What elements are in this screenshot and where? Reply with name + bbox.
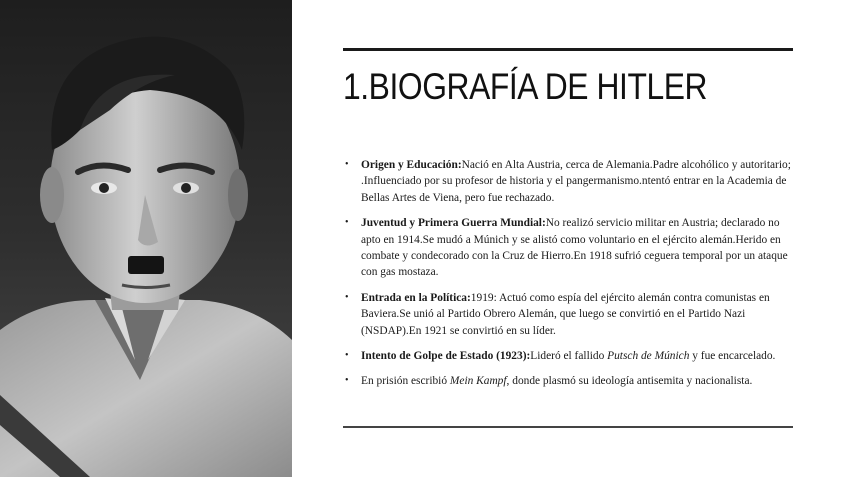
bullet-dot-icon: • (345, 350, 349, 362)
bullet-item (343, 215, 798, 281)
bullet-heading: Intento de Golpe de Estado (1923): (361, 350, 531, 363)
bullet-heading: Entrada en la Política: (361, 291, 471, 304)
bullet-dot-icon: • (345, 291, 349, 303)
portrait-photo (0, 0, 292, 477)
bullet-dot-icon: • (345, 217, 349, 229)
bullet-text-before: Lideró el fallido (530, 350, 608, 363)
bullet-italic: Mein Kampf (449, 375, 507, 388)
bullet-item (343, 373, 798, 389)
bottom-divider (343, 426, 793, 428)
bullet-list (343, 157, 798, 399)
bullet-text-after: y fue encarcelado. (689, 350, 776, 363)
bullet-text-before: En prisión escribió (361, 375, 450, 388)
bullet-text: No realizó servicio militar en Austria; declarado no apto en 1914.Se mudó a Múnich y se alistó como voluntario en el ejército alemán.Herido en combate y condecorado con la Cruz de Hierro.En 1918 sufrió ceguera temporal por un ataque con gas mostaza. (361, 217, 788, 279)
bullet-heading: Origen y Educación: (361, 159, 462, 171)
portrait-photo-icon (0, 0, 292, 477)
bullet-heading: Juventud y Primera Guerra Mundial: (361, 217, 546, 230)
bullet-item (343, 348, 798, 364)
slide-title: 1.BIOGRAFÍA DE HITLER (343, 66, 708, 107)
bullet-text: Nació en Alta Austria, cerca de Alemania.Padre alcohólico y autoritario; .Influenciado por su profesor de historia y el pangermanismo.ntentó entrar en la Academia de Bellas Artes de Viena, pero fue rechazado. (361, 159, 791, 204)
bullet-text: 1919: Actuó como espía del ejército alemán contra comunistas en Baviera.Se unió al Partido Obrero Alemán, que luego se convirtió en el Partido Nazi (NSDAP).En 1921 se convirtió en su líder. (361, 291, 770, 337)
bullet-italic: Putsch de Múnich (607, 350, 690, 363)
bullet-dot-icon: • (345, 159, 349, 170)
bullet-text-after: , donde plasmó su ideología antisemita y nacionalista. (506, 375, 753, 388)
bullet-dot-icon: • (345, 375, 349, 387)
top-divider (343, 48, 793, 51)
bullet-item (343, 290, 798, 339)
bullet-item (343, 157, 798, 206)
